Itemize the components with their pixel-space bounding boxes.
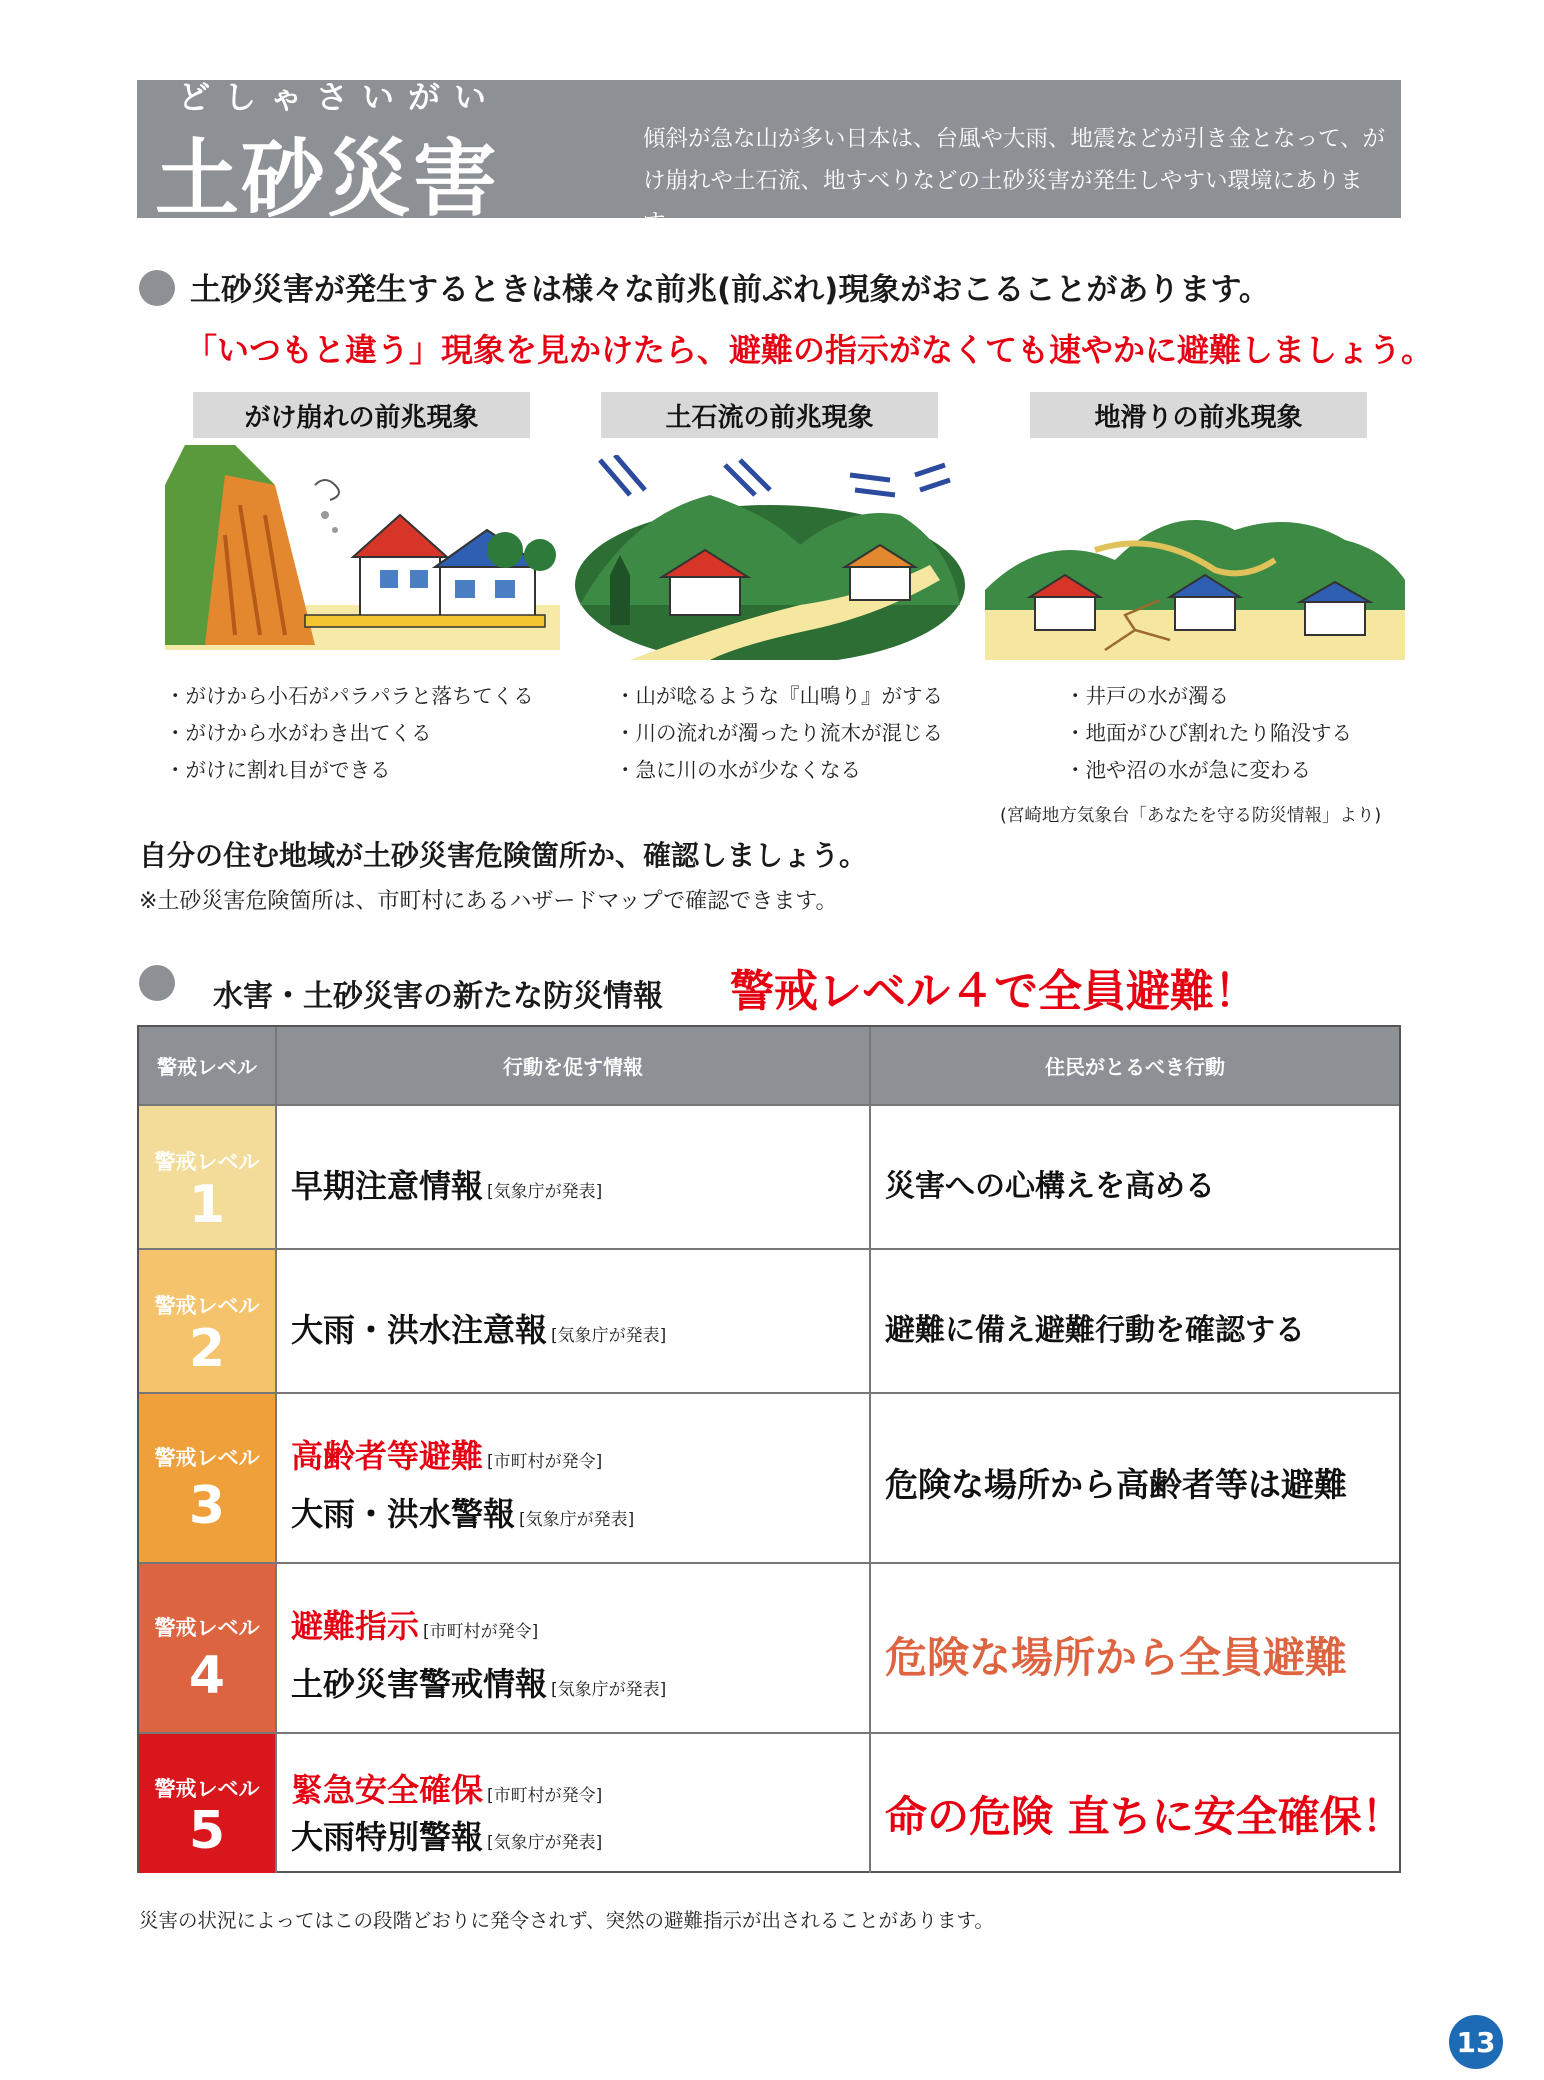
sign-title-landslide: がけ崩れの前兆現象 <box>193 392 530 438</box>
weather-info-text <box>291 1659 666 1705</box>
section1-heading: 土砂災害が発生するときは様々な前兆(前ぶれ)現象がおこることがあります。 <box>190 272 1270 308</box>
info-cell <box>277 1250 871 1392</box>
list-item: ・井戸の水が濁る <box>1065 684 1229 708</box>
action-cell <box>871 1734 1404 1873</box>
sign-title-ground-slide: 地滑りの前兆現象 <box>1030 392 1367 438</box>
list-item: ・川の流れが濁ったり流木が混じる <box>615 721 943 745</box>
level-label: 警戒レベル <box>154 1150 260 1175</box>
info-title: 早期注意情報 <box>291 1166 484 1205</box>
level-cell <box>139 1564 277 1732</box>
table-row <box>139 1250 1399 1394</box>
resident-action-text: 命の危険 直ちに安全確保！ <box>885 1792 1404 1842</box>
check-heading: 自分の住む地域が土砂災害危険箇所か、確認しましょう。 <box>139 839 868 872</box>
section-bullet <box>139 270 175 306</box>
alert-level-table <box>137 1025 1404 1873</box>
list-item: ・池や沼の水が急に変わる <box>1065 758 1311 782</box>
info-source: [気象庁が発表] <box>551 1325 667 1346</box>
page-number: 13 <box>1449 2015 1503 2069</box>
weather-info-text <box>291 1305 666 1351</box>
section2-heading: 水害・土砂災害の新たな防災情報 <box>213 979 663 1014</box>
action-cell <box>871 1564 1399 1732</box>
title-ruby: どしゃさいがい <box>178 78 501 116</box>
resident-action-text: 危険な場所から全員避難 <box>885 1633 1348 1683</box>
info-title: 大雨・洪水警報 <box>291 1495 516 1534</box>
page-title: 土砂災害 <box>155 130 500 228</box>
info-title: 大雨特別警報 <box>291 1817 484 1856</box>
table-row <box>139 1734 1404 1873</box>
action-cell <box>871 1394 1399 1562</box>
level-label: 警戒レベル <box>154 1615 260 1640</box>
info-source: [市町村が発令] <box>487 1785 603 1806</box>
debris-flow-illustration <box>570 455 965 660</box>
weather-info-text <box>291 1161 602 1207</box>
info-cell <box>277 1106 871 1248</box>
info-title: 避難指示 <box>291 1607 420 1646</box>
level-cell <box>139 1250 277 1392</box>
info-title: 高齢者等避難 <box>291 1437 484 1476</box>
info-source: [気象庁が発表] <box>519 1510 635 1531</box>
list-item: ・がけに割れ目ができる <box>165 758 391 782</box>
level-number: 1 <box>188 1175 226 1236</box>
info-title: 緊急安全確保 <box>291 1770 484 1809</box>
table-row <box>139 1564 1399 1734</box>
table-header-row <box>139 1027 1399 1106</box>
level-cell <box>139 1394 277 1562</box>
list-item: ・がけから水がわき出てくる <box>165 721 432 745</box>
level-label: 警戒レベル <box>154 1445 260 1470</box>
info-title: 大雨・洪水注意報 <box>291 1310 548 1349</box>
info-cell <box>277 1734 871 1873</box>
sign-title-debris-flow: 土石流の前兆現象 <box>601 392 938 438</box>
action-cell <box>871 1250 1399 1392</box>
resident-action-text: 避難に備え避難行動を確認する <box>885 1312 1305 1348</box>
info-source: [気象庁が発表] <box>487 1181 603 1202</box>
ground-slide-signs-list <box>1065 678 1352 789</box>
check-note: ※土砂災害危険箇所は、市町村にあるハザードマップで確認できます。 <box>139 889 838 914</box>
info-source: [市町村が発令] <box>487 1452 603 1473</box>
intro-text: 傾斜が急な山が多い日本は、台風や大雨、地震などが引き金となって、がけ崩れや土石流、地すべりなどの土砂災害が発生しやすい環境にあります。 <box>643 126 1386 236</box>
footnote: 災害の状況によってはこの段階どおりに発令されず、突然の避難指示が出されることがあります。 <box>139 1909 994 1932</box>
debris-flow-signs-list <box>615 678 943 789</box>
source-credit: (宮崎地方気象台「あなたを守る防災情報」より) <box>1000 806 1382 826</box>
evacuation-order-text <box>291 1431 602 1477</box>
evacuation-order-text <box>291 1765 602 1811</box>
evacuation-order-text <box>291 1601 538 1647</box>
weather-info-text <box>291 1812 602 1858</box>
header-action: 住民がとるべき行動 <box>871 1027 1399 1104</box>
header-level: 警戒レベル <box>139 1027 277 1104</box>
list-item: ・地面がひび割れたり陥没する <box>1065 721 1352 745</box>
level-cell <box>139 1734 277 1873</box>
weather-info-text <box>291 1489 634 1535</box>
info-cell <box>277 1394 871 1562</box>
table-row <box>139 1106 1399 1250</box>
level-number: 3 <box>188 1475 226 1536</box>
list-item: ・がけから小石がパラパラと落ちてくる <box>165 684 534 708</box>
landslide-signs-list <box>165 678 534 789</box>
info-source: [気象庁が発表] <box>487 1832 603 1853</box>
level-cell <box>139 1106 277 1248</box>
resident-action-text: 危険な場所から高齢者等は避難 <box>885 1464 1347 1504</box>
level-number: 2 <box>188 1319 226 1380</box>
level-number: 4 <box>188 1645 226 1706</box>
header-info: 行動を促す情報 <box>277 1027 871 1104</box>
section-bullet <box>139 965 175 1001</box>
info-title: 土砂災害警戒情報 <box>291 1665 548 1704</box>
info-source: [市町村が発令] <box>423 1622 539 1643</box>
section1-callout: 「いつもと違う」現象を見かけたら、避難の指示がなくても速やかに避難しましょう。 <box>185 331 1434 369</box>
level-label: 警戒レベル <box>154 1776 260 1801</box>
section2-slogan: 警戒レベル４で全員避難！ <box>730 966 1258 1017</box>
level-number: 5 <box>188 1800 226 1861</box>
action-cell <box>871 1106 1399 1248</box>
ground-slide-illustration <box>985 490 1405 660</box>
list-item: ・急に川の水が少なくなる <box>615 758 861 782</box>
landslide-illustration <box>165 445 560 650</box>
level-label: 警戒レベル <box>154 1294 260 1319</box>
list-item: ・山が唸るような『山鳴り』がする <box>615 684 943 708</box>
info-source: [気象庁が発表] <box>551 1680 667 1701</box>
table-row <box>139 1394 1399 1564</box>
info-cell <box>277 1564 871 1732</box>
resident-action-text: 災害への心構えを高める <box>885 1168 1215 1204</box>
